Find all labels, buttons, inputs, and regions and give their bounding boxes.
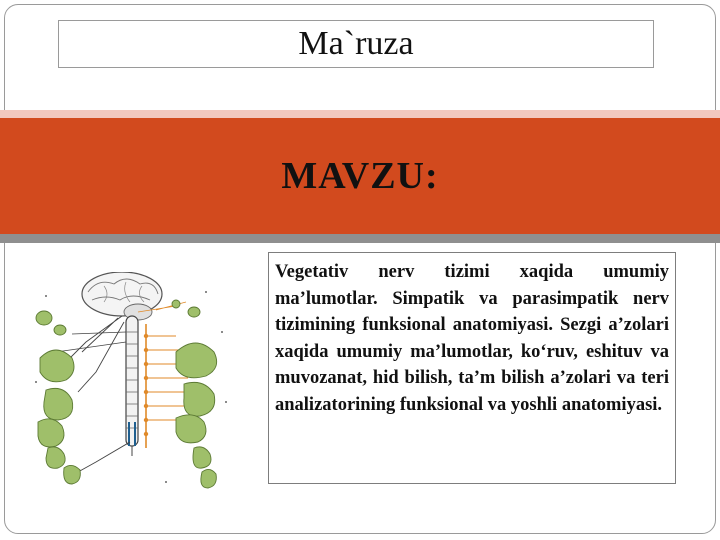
slide-title: Ma`ruza: [58, 20, 654, 68]
brain-drawing: [82, 272, 162, 320]
nervous-system-illustration: [26, 272, 250, 504]
topic-text-box: [268, 252, 676, 484]
band-gray-stripe: [0, 234, 720, 243]
topic-description: Vegetativ nerv tizimi xaqida umumiy ma’lumotlar. Simpatik va parasimpatik nerv tizimining funksional anatomiyasi. Sezgi a’zolari xaqida umumiy ma’lumotlar, ko‘ruv, eshituv va muvozanat, hid bilish, ta’m bilish a’zolari va teri analizatorining funksional va yoshli anatomiyasi.: [275, 262, 669, 415]
right-organs-drawing: [172, 300, 217, 488]
band-light-stripe: [0, 110, 720, 118]
band-heading: MAVZU:: [281, 155, 439, 197]
title-band: [0, 118, 720, 234]
spinal-cord-drawing: [126, 316, 138, 456]
left-organs-drawing: [36, 311, 80, 484]
